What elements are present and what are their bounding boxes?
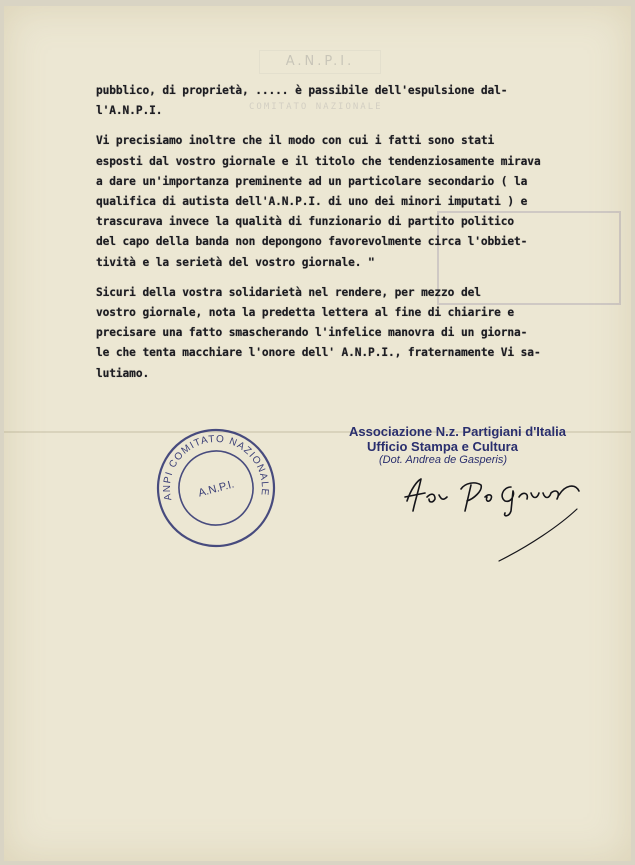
letter-line: precisare una fatto smascherando l'infelice manovra di un giorna- (96, 326, 528, 340)
letter-line: tività e la serietà del vostro giornale. " (96, 255, 375, 269)
letter-line: Vi precisiamo inoltre che il modo con cui i fatti sono stati (96, 134, 495, 148)
letter-line: del capo della banda non depongono favorevolmente circa l'obbiet- (96, 235, 528, 249)
letter-line: Sicuri della vostra solidarietà nel rendere, per mezzo del (96, 285, 481, 299)
letter-line: le che tenta macchiare l'onore dell' A.N.P.I., fraternamente Vi sa- (96, 346, 541, 360)
office-stamp-line1: Associazione N.z. Partigiani d'Italia (349, 424, 566, 439)
letter-line: qualifica di autista dell'A.N.P.I. di uno dei minori imputati ) e (96, 195, 528, 209)
letter-page (4, 6, 631, 861)
round-stamp-seal (154, 426, 278, 550)
office-stamp-line3: (Dot. Andrea de Gasperis) (379, 454, 507, 466)
round-stamp-ring-text: ANPI COMITATO NAZIONALE (161, 433, 271, 502)
ghost-subtitle: COMITATO NAZIONALE (249, 102, 383, 112)
svg-text:ANPI COMITATO NAZIONALE (154, 426, 274, 524)
letter-body (96, 81, 596, 384)
letter-line: lutiamo. (96, 366, 150, 380)
letter-line: trascurava invece la qualità di funzionario di partito politico (96, 215, 515, 229)
letter-line: a dare un'importanza preminente ad un particolare secondario ( la (96, 174, 528, 188)
office-stamp (349, 424, 579, 466)
letter-line: esposti dal vostro giornale e il titolo che tendenziosamente mirava (96, 154, 541, 168)
office-stamp-line2: Ufficio Stampa e Cultura (367, 439, 518, 454)
letter-line: pubblico, di proprietà, ..... è passibile dell'espulsione dal- (96, 84, 508, 97)
ghost-letterhead (259, 50, 381, 74)
ghost-title: A.N.P.I. (285, 54, 355, 69)
round-stamp-center-text: A.N.P.I. (197, 478, 236, 500)
handwritten-signature (399, 471, 589, 571)
letter-line: l'A.N.P.I. (96, 104, 163, 118)
letter-line: vostro giornale, nota la predetta lettera al fine di chiarire e (96, 306, 515, 320)
